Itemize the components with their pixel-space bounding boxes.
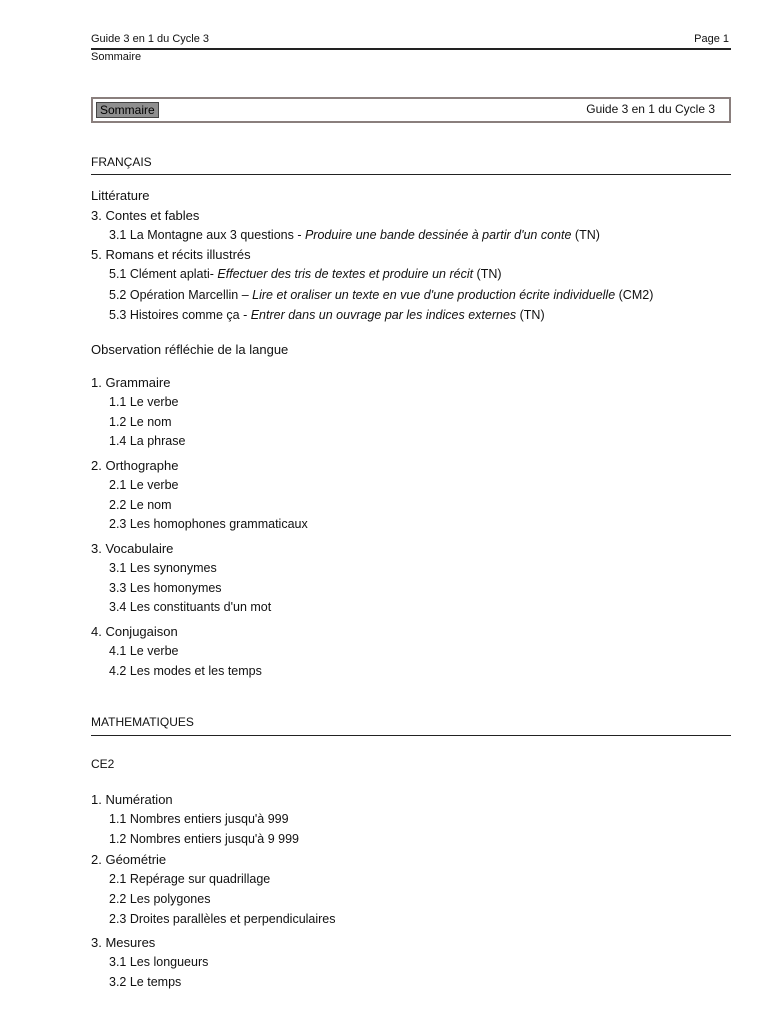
toc-item-m-3-2: 3.2 Le temps — [109, 975, 182, 989]
toc-item-1-2: 1.2 Le nom — [109, 415, 172, 429]
toc-item-3-1: 3.1 La Montagne aux 3 questions - Produire une bande dessinée à partir d'un conte (TN) — [109, 228, 600, 242]
toc-item-n-1-2: 1.2 Nombres entiers jusqu'à 9 999 — [109, 832, 299, 846]
toc-item-numeration: 1. Numération — [91, 792, 173, 807]
toc-item-contes: 3. Contes et fables — [91, 208, 200, 223]
toc-item-1-4: 1.4 La phrase — [109, 434, 186, 448]
toc-item-4-1: 4.1 Le verbe — [109, 644, 179, 658]
toc-item-1-1: 1.1 Le verbe — [109, 395, 179, 409]
toc-item-5-3: 5.3 Histoires comme ça - Entrer dans un ouvrage par les indices externes (TN) — [109, 308, 545, 322]
section-rule-maths — [91, 735, 731, 736]
toc-item-2-1: 2.1 Le verbe — [109, 478, 179, 492]
toc-item-geometrie: 2. Géométrie — [91, 852, 167, 867]
toc-item-n-1-1: 1.1 Nombres entiers jusqu'à 999 — [109, 812, 289, 826]
section-rule-francais — [91, 174, 731, 175]
toc-item-2-2: 2.2 Le nom — [109, 498, 172, 512]
toc-item-g-2-1: 2.1 Repérage sur quadrillage — [109, 872, 271, 886]
header-subtitle: Sommaire — [91, 51, 142, 63]
toc-item-5-2: 5.2 Opération Marcellin – Lire et oraliser un texte en vue d'une production écrite individuelle (CM2) — [109, 288, 654, 302]
banner-title: Guide 3 en 1 du Cycle 3 — [586, 102, 715, 116]
toc-item-grammaire: 1. Grammaire — [91, 375, 171, 390]
toc-item-conjugaison: 4. Conjugaison — [91, 624, 178, 639]
toc-item-4-2: 4.2 Les modes et les temps — [109, 664, 262, 678]
toc-item-3-1-synonymes: 3.1 Les synonymes — [109, 561, 217, 575]
summary-banner — [91, 97, 731, 123]
toc-item-orthographe: 2. Orthographe — [91, 458, 179, 473]
toc-item-vocabulaire: 3. Vocabulaire — [91, 541, 174, 556]
toc-item-2-3: 2.3 Les homophones grammaticaux — [109, 517, 308, 531]
header-rule — [91, 48, 731, 50]
toc-item-g-2-2: 2.2 Les polygones — [109, 892, 211, 906]
toc-item-romans: 5. Romans et récits illustrés — [91, 247, 251, 262]
toc-item-3-4: 3.4 Les constituants d'un mot — [109, 600, 272, 614]
toc-item-g-2-3: 2.3 Droites parallèles et perpendiculaires — [109, 912, 336, 926]
section-heading-maths: MATHEMATIQUES — [91, 715, 194, 729]
header-doc-title: Guide 3 en 1 du Cycle 3 — [91, 33, 210, 45]
toc-item-m-3-1: 3.1 Les longueurs — [109, 955, 209, 969]
toc-item-mesures: 3. Mesures — [91, 935, 156, 950]
subsection-title-litterature: Littérature — [91, 188, 150, 203]
level-label-ce2: CE2 — [91, 757, 115, 771]
section-heading-francais: FRANÇAIS — [91, 155, 152, 169]
banner-tag: Sommaire — [96, 102, 159, 118]
toc-item-5-1: 5.1 Clément aplati- Effectuer des tris de textes et produire un récit (TN) — [109, 267, 502, 281]
subsection-title-observation: Observation réfléchie de la langue — [91, 342, 289, 357]
toc-item-3-3: 3.3 Les homonymes — [109, 581, 222, 595]
header-page-label: Page 1 — [694, 33, 729, 45]
